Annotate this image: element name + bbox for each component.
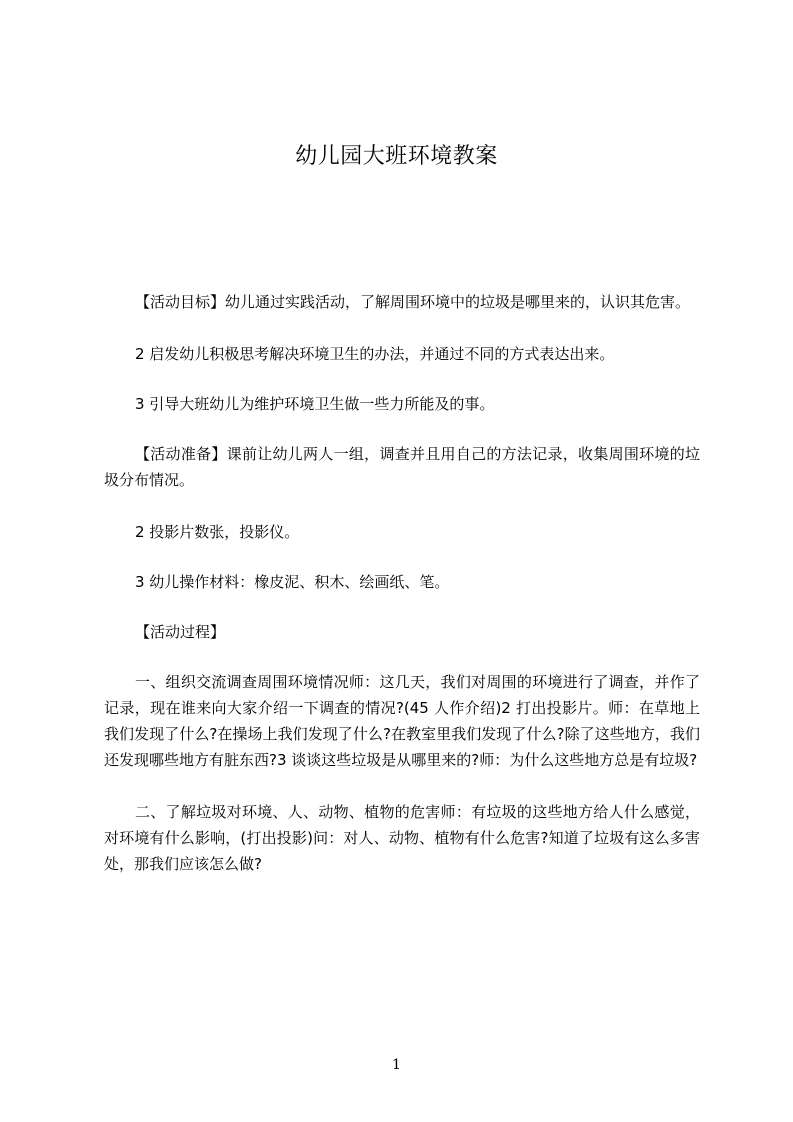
document-body xyxy=(104,289,700,903)
paragraph-preparation-3: 3 幼儿操作材料：橡皮泥、积木、绘画纸、笔。 xyxy=(135,573,450,591)
paragraph-process-step-2: 二、了解垃圾对环境、人、动物、植物的危害师：有垃圾的这些地方给人什么感觉，对环境有什么影响，(打出投影)问：对人、动物、植物有什么危害?知道了垃圾有这么多害处，那我们应该怎么做? xyxy=(104,803,700,873)
document-title: 幼儿园大班环境教案 xyxy=(295,144,498,169)
paragraph-activity-preparation: 【活动准备】课前让幼儿两人一组，调查并且用自己的方法记录，收集周围环境的垃圾分布情况。 xyxy=(104,445,700,489)
paragraph-goal-2: 2 启发幼儿积极思考解决环境卫生的办法，并通过不同的方式表达出来。 xyxy=(135,345,615,363)
paragraph-process-step-1: 一、组织交流调查周围环境情况师：这几天，我们对周围的环境进行了调查，并作了记录，现在谁来向大家介绍一下调查的情况?(45 人作介绍)2 打出投影片。师：在草地上我们发现了什么?在操场上我们发现了什么?在教室里我们发现了什么?除了这些地方，我们还发现哪些地方有脏东西?3 谈谈这些垃圾是从哪里来的?师：为什么这些地方总是有垃圾? xyxy=(104,673,700,769)
paragraph-activity-goal: 【活动目标】幼儿通过实践活动，了解周围环境中的垃圾是哪里来的，认识其危害。 xyxy=(135,293,691,311)
paragraph-activity-process-heading: 【活动过程】 xyxy=(135,623,226,641)
paragraph-goal-3: 3 引导大班幼儿为维护环境卫生做一些力所能及的事。 xyxy=(135,395,495,413)
paragraph-preparation-2: 2 投影片数张，投影仪。 xyxy=(135,523,300,541)
page-number: 1 xyxy=(392,1057,401,1073)
